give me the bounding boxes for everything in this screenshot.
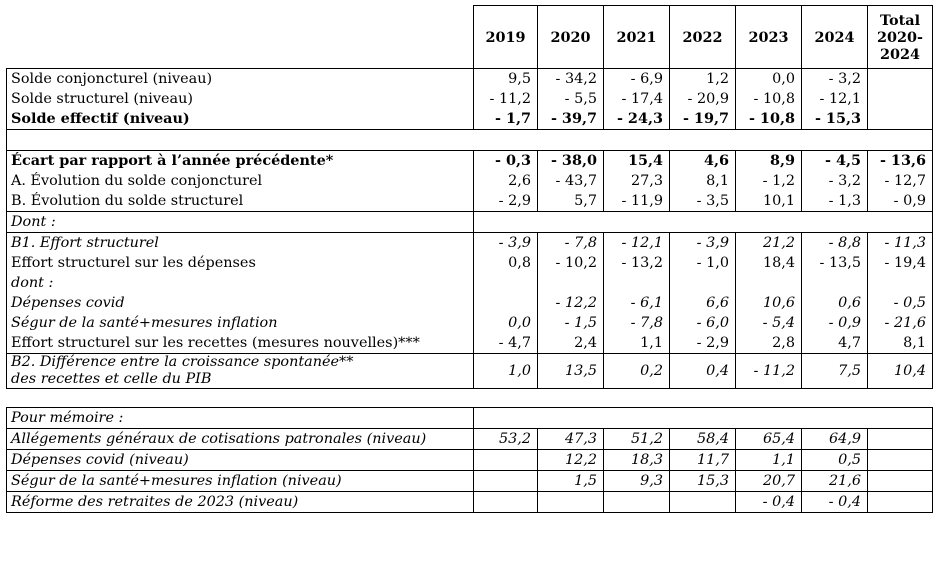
row-label: Écart par rapport à l’année précédente* — [7, 151, 474, 172]
table-cell: 10,1 — [736, 191, 802, 212]
table-cell: - 6,9 — [604, 69, 670, 90]
table-cell: 15,3 — [670, 471, 736, 492]
table-cell: - 11,2 — [736, 354, 802, 389]
table-cell: - 34,2 — [538, 69, 604, 90]
table-cell: - 1,3 — [802, 191, 868, 212]
table-cell: - 2,9 — [474, 191, 538, 212]
table-cell — [604, 273, 670, 293]
table-cell: - 13,5 — [802, 253, 868, 273]
table-cell: - 3,2 — [802, 171, 868, 191]
col-header: 2022 — [670, 6, 736, 69]
table-cell: 1,2 — [670, 69, 736, 90]
table-cell: 18,4 — [736, 253, 802, 273]
table-cell — [868, 471, 933, 492]
table-cell: - 13,2 — [604, 253, 670, 273]
table-cell: - 0,4 — [802, 492, 868, 513]
table-cell: 1,0 — [474, 354, 538, 389]
table-cell: - 3,9 — [670, 233, 736, 254]
table-cell: 7,5 — [802, 354, 868, 389]
table-cell: - 12,2 — [538, 293, 604, 313]
header-corner — [7, 6, 474, 69]
table-cell: - 12,1 — [802, 89, 868, 109]
table-cell: - 0,9 — [868, 191, 933, 212]
table-cell — [736, 273, 802, 293]
table-row — [7, 471, 933, 492]
table-cell — [474, 471, 538, 492]
table-cell — [868, 89, 933, 109]
table-cell: - 2,9 — [670, 333, 736, 354]
table-cell: - 15,3 — [802, 109, 868, 130]
table-row — [7, 429, 933, 450]
table-cell: 0,2 — [604, 354, 670, 389]
table-cell: - 0,3 — [474, 151, 538, 172]
col-header: 2020 — [538, 6, 604, 69]
row-label: Ségur de la santé+mesures inflation (niveau) — [7, 471, 474, 492]
table-cell — [868, 109, 933, 130]
levels-block — [7, 69, 933, 130]
table-cell: - 7,8 — [538, 233, 604, 254]
table-cell: 0,6 — [802, 293, 868, 313]
table-row — [7, 333, 933, 354]
table-cell: 27,3 — [604, 171, 670, 191]
col-header: 2019 — [474, 6, 538, 69]
b2-block — [7, 354, 933, 389]
table-row — [7, 293, 933, 313]
table-cell: 4,6 — [670, 151, 736, 172]
row-label: Effort structurel sur les dépenses — [7, 253, 474, 273]
table-cell: - 38,0 — [538, 151, 604, 172]
table-cell: 0,4 — [670, 354, 736, 389]
table-cell — [474, 293, 538, 313]
row-label: Solde conjoncturel (niveau) — [7, 69, 474, 90]
table-cell: - 0,9 — [802, 313, 868, 333]
table-row — [7, 151, 933, 172]
table-cell: - 20,9 — [670, 89, 736, 109]
row-label: B1. Effort structurel — [7, 233, 474, 254]
memo-head — [7, 408, 933, 429]
b2-label-line2: des recettes et celle du PIB — [11, 371, 212, 387]
table-cell — [538, 273, 604, 293]
row-label: Ségur de la santé+mesures inflation — [7, 313, 474, 333]
header-row — [7, 6, 933, 69]
table-cell: - 13,6 — [868, 151, 933, 172]
table-cell: 13,5 — [538, 354, 604, 389]
table-cell — [538, 492, 604, 513]
spacer — [7, 130, 933, 151]
effort-block — [7, 233, 933, 354]
table-cell: 4,7 — [802, 333, 868, 354]
table-cell: 20,7 — [736, 471, 802, 492]
table-cell: - 10,8 — [736, 89, 802, 109]
table-cell — [670, 492, 736, 513]
table-row — [7, 233, 933, 254]
table-cell: 58,4 — [670, 429, 736, 450]
table-cell: - 19,7 — [670, 109, 736, 130]
table-cell: - 4,7 — [474, 333, 538, 354]
table-cell — [868, 450, 933, 471]
table-cell: 0,0 — [474, 313, 538, 333]
table-cell: - 7,8 — [604, 313, 670, 333]
table-cell: 2,6 — [474, 171, 538, 191]
col-header: 2023 — [736, 6, 802, 69]
table-cell: 0,0 — [736, 69, 802, 90]
total-header-line: 2020- — [876, 28, 924, 46]
table-cell: 8,1 — [670, 171, 736, 191]
table-cell: - 0,5 — [868, 293, 933, 313]
row-label: Réforme des retraites de 2023 (niveau) — [7, 492, 474, 513]
table-cell: 18,3 — [604, 450, 670, 471]
row-label: Solde effectif (niveau) — [7, 109, 474, 130]
table-row — [7, 450, 933, 471]
row-label: dont : — [7, 273, 474, 293]
table-cell: 10,6 — [736, 293, 802, 313]
table-cell: - 3,5 — [670, 191, 736, 212]
table-cell: - 43,7 — [538, 171, 604, 191]
table-cell: 51,2 — [604, 429, 670, 450]
row-label — [7, 354, 474, 389]
table-cell: 11,7 — [670, 450, 736, 471]
table-cell: 47,3 — [538, 429, 604, 450]
table-row — [7, 171, 933, 191]
table-cell: 0,8 — [474, 253, 538, 273]
table-row — [7, 191, 933, 212]
table-cell: - 12,1 — [604, 233, 670, 254]
table-row — [7, 69, 933, 90]
fiscal-balance-table — [6, 5, 933, 513]
table-cell: 21,6 — [802, 471, 868, 492]
table-cell: - 6,1 — [604, 293, 670, 313]
table-cell: - 4,5 — [802, 151, 868, 172]
table-cell: - 24,3 — [604, 109, 670, 130]
b2-label-line1: B2. Différence entre la croissance spontanée** — [11, 354, 354, 370]
table-row — [7, 109, 933, 130]
table-cell: 1,1 — [604, 333, 670, 354]
table-cell: - 11,9 — [604, 191, 670, 212]
table-cell: - 3,9 — [474, 233, 538, 254]
table-cell — [802, 273, 868, 293]
table-cell: 12,2 — [538, 450, 604, 471]
table-cell: - 11,2 — [474, 89, 538, 109]
variation-block — [7, 151, 933, 212]
table-cell — [868, 273, 933, 293]
row-label: Allégements généraux de cotisations patronales (niveau) — [7, 429, 474, 450]
table-cell: 2,8 — [736, 333, 802, 354]
row-label: Dépenses covid — [7, 293, 474, 313]
table-cell: - 1,0 — [670, 253, 736, 273]
table-cell: 0,5 — [802, 450, 868, 471]
memo-label: Pour mémoire : — [7, 408, 474, 429]
table-cell: 8,1 — [868, 333, 933, 354]
table-cell: - 0,4 — [736, 492, 802, 513]
table-cell: 2,4 — [538, 333, 604, 354]
table-row — [7, 253, 933, 273]
row-label: Dépenses covid (niveau) — [7, 450, 474, 471]
table-cell: - 8,8 — [802, 233, 868, 254]
table-cell — [474, 273, 538, 293]
col-header-total — [868, 6, 933, 69]
table-cell: - 5,4 — [736, 313, 802, 333]
table-cell — [670, 273, 736, 293]
dont-label: Dont : — [7, 212, 474, 233]
total-header-line: Total — [879, 11, 921, 29]
table-cell: 64,9 — [802, 429, 868, 450]
table-cell: - 3,2 — [802, 69, 868, 90]
table-cell: - 21,6 — [868, 313, 933, 333]
table-cell: 9,5 — [474, 69, 538, 90]
table-cell — [474, 492, 538, 513]
table-cell: 8,9 — [736, 151, 802, 172]
table-cell: - 19,4 — [868, 253, 933, 273]
table-cell: - 10,8 — [736, 109, 802, 130]
table-cell: 65,4 — [736, 429, 802, 450]
table-cell: - 17,4 — [604, 89, 670, 109]
table-cell: 21,2 — [736, 233, 802, 254]
table-cell: - 6,0 — [670, 313, 736, 333]
table-cell — [868, 429, 933, 450]
memo-block — [7, 429, 933, 513]
row-label: A. Évolution du solde conjoncturel — [7, 171, 474, 191]
col-header: 2021 — [604, 6, 670, 69]
row-label: B. Évolution du solde structurel — [7, 191, 474, 212]
table-cell: - 39,7 — [538, 109, 604, 130]
table-cell: 10,4 — [868, 354, 933, 389]
table-cell: - 1,2 — [736, 171, 802, 191]
table-cell: 53,2 — [474, 429, 538, 450]
table-cell: 5,7 — [538, 191, 604, 212]
table-row — [7, 273, 933, 293]
dont-empty — [474, 212, 933, 233]
table-row — [7, 313, 933, 333]
table-cell: - 1,5 — [538, 313, 604, 333]
memo-empty — [474, 408, 933, 429]
table-cell: - 1,7 — [474, 109, 538, 130]
table-cell: 15,4 — [604, 151, 670, 172]
table-cell — [868, 69, 933, 90]
row-label: Solde structurel (niveau) — [7, 89, 474, 109]
table-row — [7, 89, 933, 109]
table-cell: 9,3 — [604, 471, 670, 492]
row-label: Effort structurel sur les recettes (mesures nouvelles)*** — [7, 333, 474, 354]
table-cell: - 11,3 — [868, 233, 933, 254]
table-cell: - 10,2 — [538, 253, 604, 273]
table-cell — [604, 492, 670, 513]
table-cell — [474, 450, 538, 471]
table-cell: 6,6 — [670, 293, 736, 313]
dont-row-block — [7, 212, 933, 233]
table-cell: 1,1 — [736, 450, 802, 471]
table-cell — [868, 492, 933, 513]
table-cell: 1,5 — [538, 471, 604, 492]
spacer — [7, 389, 933, 408]
total-header-line: 2024 — [879, 45, 921, 63]
table-cell: - 12,7 — [868, 171, 933, 191]
col-header: 2024 — [802, 6, 868, 69]
table-cell: - 5,5 — [538, 89, 604, 109]
table-row — [7, 492, 933, 513]
